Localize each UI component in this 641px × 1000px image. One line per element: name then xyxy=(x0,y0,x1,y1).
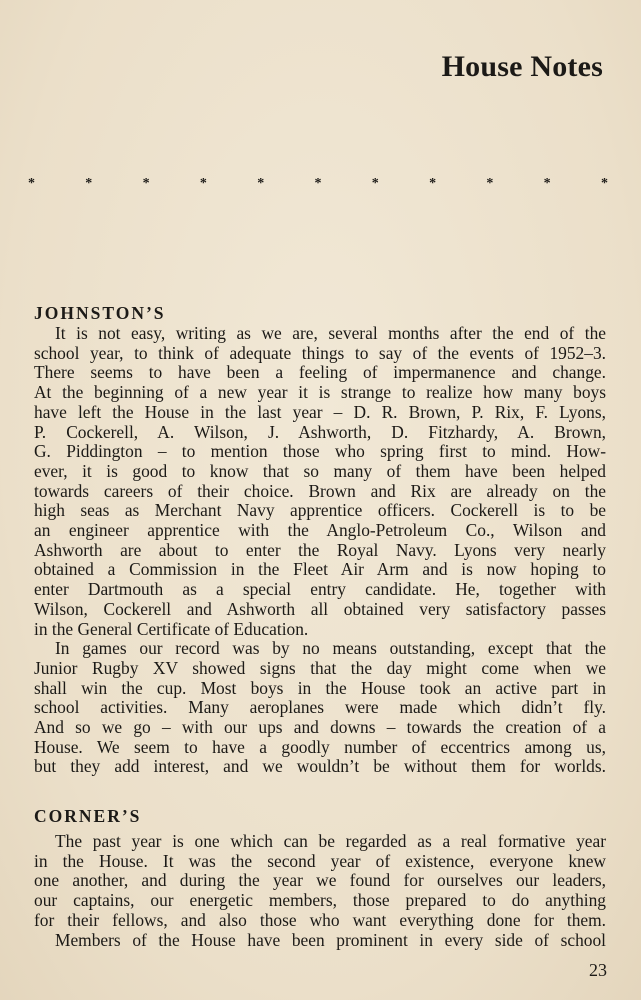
text-line: school year, to think of adequate things to say of the events of 1952–3. xyxy=(34,342,606,363)
star-divider xyxy=(28,176,608,192)
text-line: There seems to have been a feeling of impermanence and change. xyxy=(34,362,606,383)
text-line: House. We seem to have a goodly number of eccentrics among us, xyxy=(34,736,606,757)
text-line: enter Dartmouth as a special entry candidate. He, together with xyxy=(34,579,606,600)
text-line: Members of the House have been prominent in every side of school xyxy=(55,929,606,950)
text-line: ever, it is good to know that so many of them have been helped xyxy=(34,460,606,481)
text-line: And so we go – with our ups and downs – towards the creation of a xyxy=(34,717,606,738)
star-icon: * xyxy=(257,176,265,191)
star-icon: * xyxy=(85,176,93,191)
text-line: towards careers of their choice. Brown and Rix are already on the xyxy=(34,480,606,501)
page-number: 23 xyxy=(589,960,607,980)
text-line: have left the House in the last year – D. R. Brown, P. Rix, F. Lyons, xyxy=(34,401,606,422)
star-icon: * xyxy=(600,176,608,191)
text-line: shall win the cup. Most boys in the House took an active part in xyxy=(34,677,606,698)
text-line: Wilson, Cockerell and Ashworth all obtained very satisfactory passes xyxy=(34,598,606,619)
page-title: House Notes xyxy=(441,50,603,83)
section-body-corners xyxy=(34,832,606,950)
section-heading-johnstons: JOHNSTON’S xyxy=(34,303,166,323)
text-line: but they add interest, and we wouldn’t be without them for worlds. xyxy=(34,756,606,777)
text-line: in the General Certificate of Education. xyxy=(34,618,309,639)
text-line: Ashworth are about to enter the Royal Navy. Lyons very nearly xyxy=(34,539,606,560)
section-body-johnstons xyxy=(34,324,606,777)
star-icon: * xyxy=(28,176,35,191)
star-icon: * xyxy=(371,176,379,191)
text-line: At the beginning of a new year it is strange to realize how many boys xyxy=(34,382,606,403)
text-line: In games our record was by no means outstanding, except that the xyxy=(55,638,606,659)
text-line: one another, and during the year we found for ourselves our leaders, xyxy=(34,870,606,891)
star-icon: * xyxy=(142,176,150,191)
text-line: It is not easy, writing as we are, several months after the end of the xyxy=(55,323,606,343)
text-line: an engineer apprentice with the Anglo-Petroleum Co., Wilson and xyxy=(34,520,606,541)
text-line: The past year is one which can be regarded as a real formative year xyxy=(55,831,606,851)
text-line: school activities. Many aeroplanes were made which didn’t fly. xyxy=(34,697,606,718)
star-icon: * xyxy=(314,176,322,191)
text-line: in the House. It was the second year of existence, everyone knew xyxy=(34,850,606,871)
text-line: obtained a Commission in the Fleet Air Arm and is now hoping to xyxy=(34,559,606,580)
text-line: G. Piddington – to mention those who spring first to mind. How- xyxy=(34,441,606,462)
text-line: our captains, our energetic members, those prepared to do anything xyxy=(34,890,606,911)
star-icon: * xyxy=(199,176,207,191)
text-line: for their fellows, and also those who want everything done for them. xyxy=(34,909,606,930)
text-line: high seas as Merchant Navy apprentice officers. Cockerell is to be xyxy=(34,500,606,521)
text-line: P. Cockerell, A. Wilson, J. Ashworth, D. Fitzhardy, A. Brown, xyxy=(34,421,606,442)
text-line: Junior Rugby XV showed signs that the day might come when we xyxy=(34,657,606,678)
section-heading-corners: CORNER’S xyxy=(34,806,142,826)
star-icon: * xyxy=(429,176,437,191)
star-icon: * xyxy=(543,176,551,191)
star-icon: * xyxy=(486,176,494,191)
